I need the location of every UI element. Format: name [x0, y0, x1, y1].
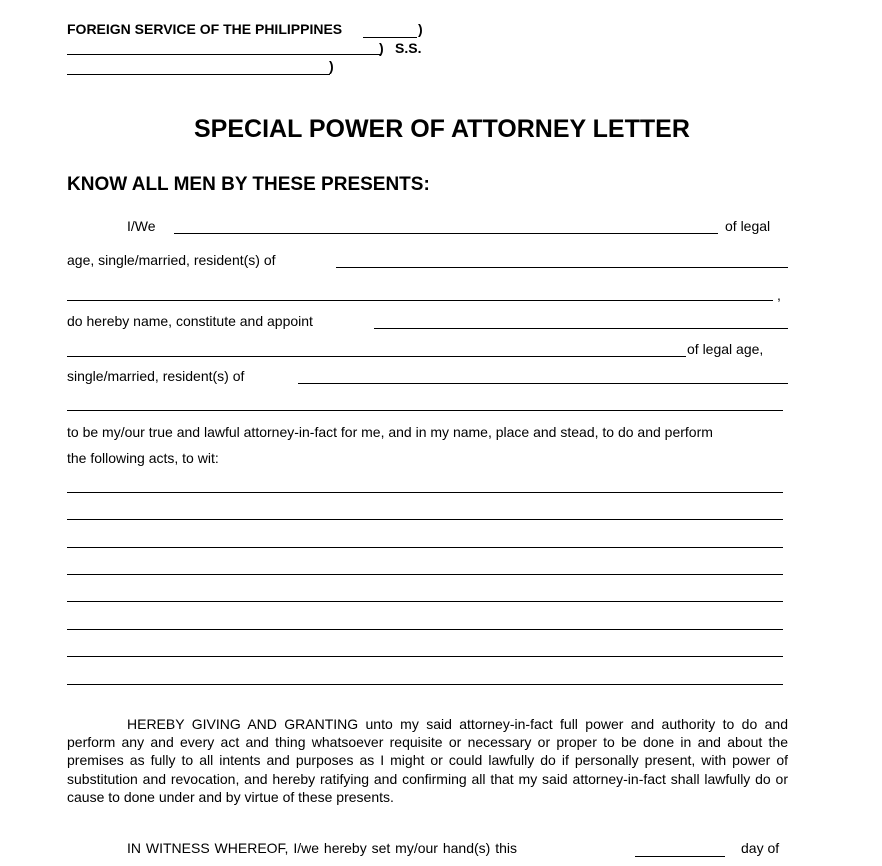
attorney-name-field[interactable] — [374, 328, 788, 329]
acts-line[interactable] — [67, 684, 783, 685]
header-foreign-service — [67, 21, 342, 37]
following-acts-text: the following acts, to wit: — [67, 450, 219, 466]
of-legal-age-label: of legal age, — [687, 341, 764, 357]
page-title: SPECIAL POWER OF ATTORNEY LETTER — [194, 115, 690, 143]
attorney-in-fact-text: to be my/our true and lawful attorney-in-fact for me, and in my name, place and stead, to do and perform — [67, 424, 713, 440]
acts-line[interactable] — [67, 656, 783, 657]
header-ss: S.S. — [395, 40, 422, 56]
header-foreign-service-text: FOREIGN SERVICE OF THE PHILIPPINES — [67, 21, 343, 37]
principal-residence-field[interactable] — [336, 267, 788, 268]
header-blank-line-2[interactable] — [67, 54, 381, 55]
day-of-label: day of — [741, 840, 780, 856]
page-subtitle: KNOW ALL MEN BY THESE PRESENTS: — [67, 174, 430, 195]
granting-paragraph: HEREBY GIVING AND GRANTING unto my said attorney-in-fact full power and authority to do and perform any and every act and thing whatsoever requisite or necessary or proper to be done in and about the premises as fully to all intents and purposes as I might or could lawfully do if personally present, with power of substitution and revocation, and hereby ratifying and confirming all that my said attorney-in-fact shall lawfully do or cause to done under and by virtue of these presents. — [67, 716, 788, 805]
age-residence-label: age, single/married, resident(s) of — [67, 252, 276, 268]
comma-mark: , — [777, 287, 781, 303]
attorney-residence-field[interactable] — [298, 383, 788, 384]
principal-residence-field-2[interactable] — [67, 300, 773, 301]
acts-line[interactable] — [67, 629, 783, 630]
acts-line[interactable] — [67, 492, 783, 493]
acts-line[interactable] — [67, 601, 783, 602]
iwe-label: I/We — [127, 218, 156, 234]
acts-line[interactable] — [67, 547, 783, 548]
appoint-label: do hereby name, constitute and appoint — [67, 313, 313, 329]
header-paren-1: ) — [418, 21, 423, 37]
single-married-label: single/married, resident(s) of — [67, 368, 245, 384]
acts-line[interactable] — [67, 519, 783, 520]
witness-text: IN WITNESS WHEREOF, I/we hereby set my/our hand(s) this — [127, 840, 517, 856]
header-blank-line-1[interactable] — [363, 37, 417, 38]
of-legal-label: of legal — [725, 218, 771, 234]
header-blank-line-3[interactable] — [67, 74, 330, 75]
header-paren-2: ) — [379, 40, 384, 56]
witness-day-field[interactable] — [635, 856, 725, 857]
acts-line[interactable] — [67, 574, 783, 575]
principal-name-field[interactable] — [174, 233, 718, 234]
header-paren-3: ) — [329, 58, 334, 74]
attorney-residence-field-2[interactable] — [67, 410, 783, 411]
attorney-name-field-2[interactable] — [67, 356, 686, 357]
